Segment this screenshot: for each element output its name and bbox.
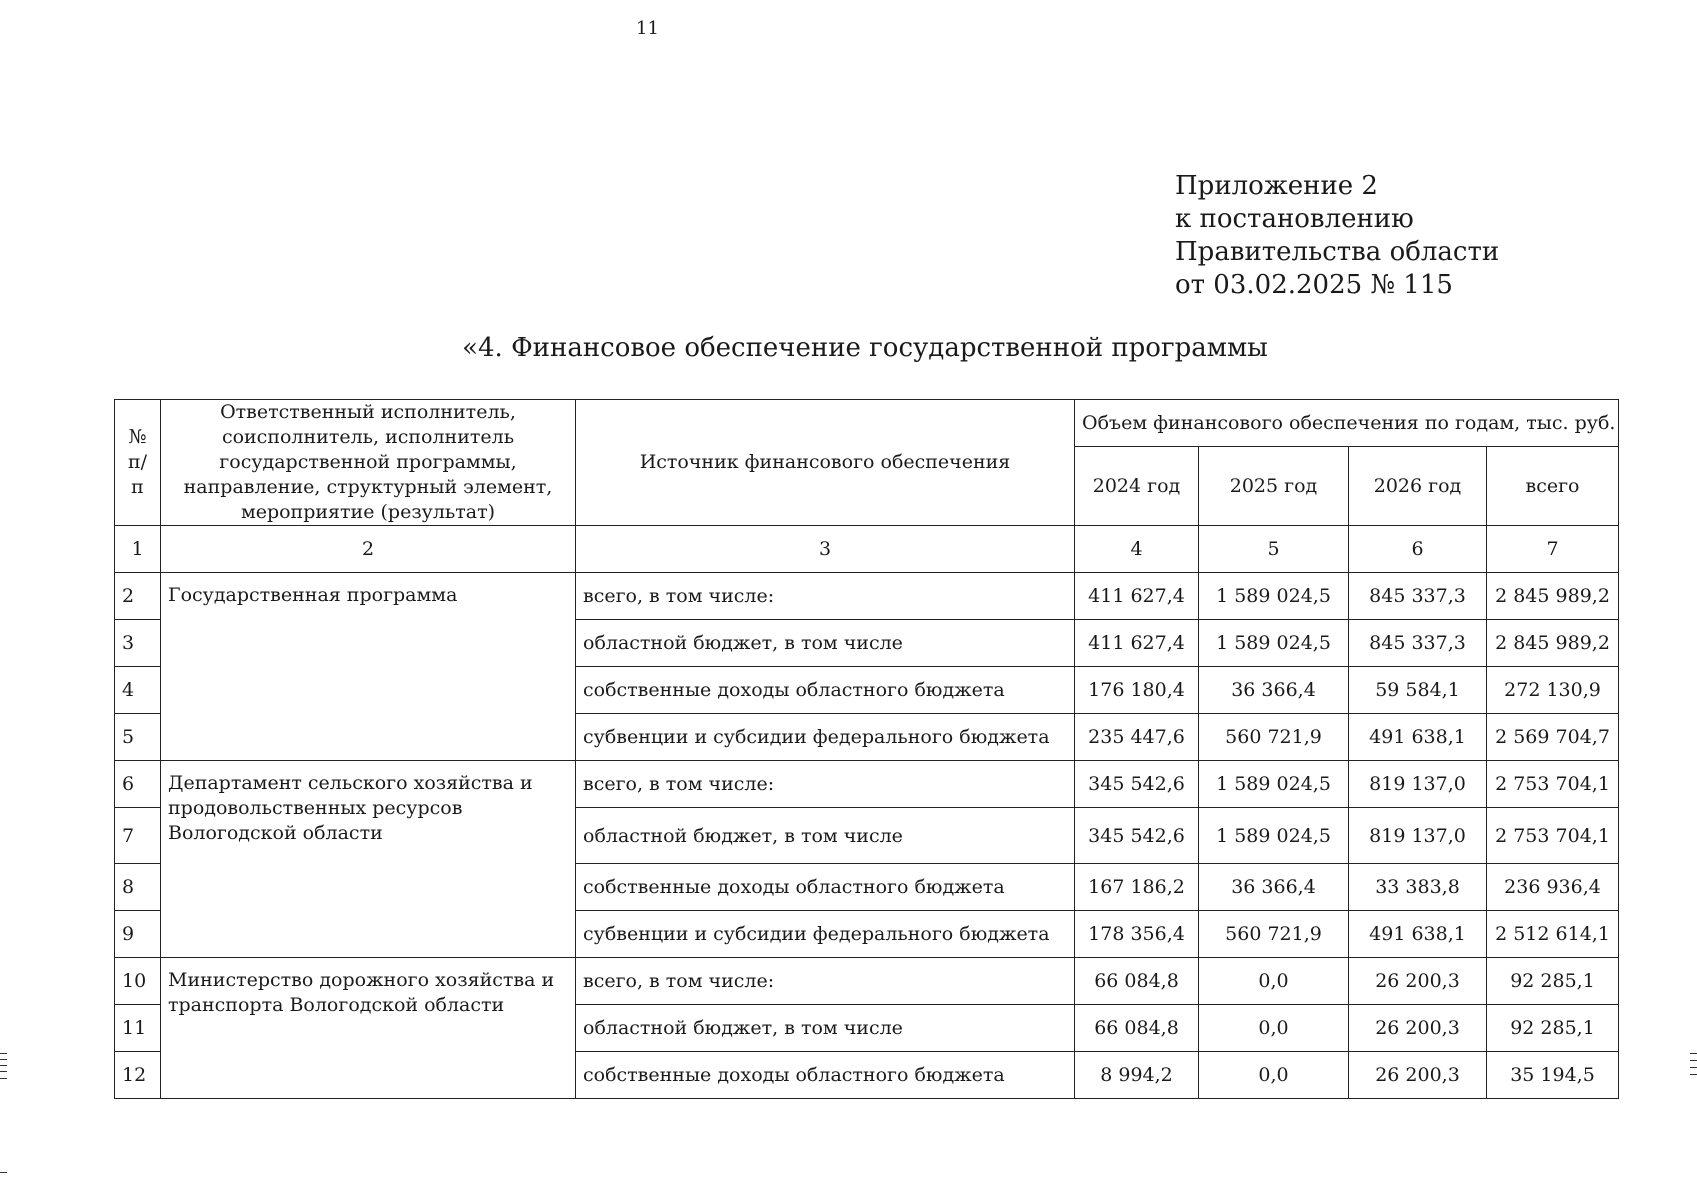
value-2025: 0,0 [1199,958,1349,1005]
funding-source: областной бюджет, в том числе [576,620,1075,667]
table-header [115,400,1619,573]
column-number: 2 [161,526,576,573]
header-responsible: Ответственный исполнитель, соисполнитель, исполнитель государственной программы, направление, структурный элемент, мероприятие (результат) [161,400,576,526]
header-num: № п/п [115,400,161,526]
funding-source: собственные доходы областного бюджета [576,1052,1075,1099]
value-2024: 235 447,6 [1075,714,1199,761]
responsible-name: Государственная программа [161,573,576,761]
column-number: 6 [1349,526,1487,573]
table-row [115,761,1619,808]
funding-source: собственные доходы областного бюджета [576,667,1075,714]
value-2024: 167 186,2 [1075,864,1199,911]
value-total: 272 130,9 [1487,667,1619,714]
scan-mark [0,1059,7,1060]
value-2024: 411 627,4 [1075,573,1199,620]
row-number: 9 [115,911,161,958]
column-number: 1 [115,526,161,573]
scan-mark [0,1053,7,1054]
value-total: 2 845 989,2 [1487,620,1619,667]
value-total: 2 753 704,1 [1487,761,1619,808]
value-total: 35 194,5 [1487,1052,1619,1099]
scan-mark [1690,1053,1697,1054]
scan-mark [0,1172,7,1173]
funding-source: субвенции и субсидии федерального бюджета [576,911,1075,958]
funding-source: субвенции и субсидии федерального бюджета [576,714,1075,761]
appendix-line: Правительства области [1175,237,1500,267]
value-2025: 36 366,4 [1199,864,1349,911]
page-number: 11 [636,18,659,39]
value-2025: 0,0 [1199,1052,1349,1099]
column-number-row [115,526,1619,573]
header-year-2026: 2026 год [1349,447,1487,526]
value-2025: 1 589 024,5 [1199,761,1349,808]
value-2024: 66 084,8 [1075,958,1199,1005]
document-title: «4. Финансовое обеспечение государственной программы [462,333,1268,363]
value-total: 2 753 704,1 [1487,808,1619,864]
value-total: 2 845 989,2 [1487,573,1619,620]
row-number: 6 [115,761,161,808]
funding-source: всего, в том числе: [576,573,1075,620]
column-number: 7 [1487,526,1619,573]
funding-source: всего, в том числе: [576,761,1075,808]
row-number: 5 [115,714,161,761]
appendix-line: от 03.02.2025 № 115 [1175,270,1453,300]
value-total: 92 285,1 [1487,1005,1619,1052]
table-row [115,573,1619,620]
value-2026: 26 200,3 [1349,1005,1487,1052]
appendix-block [1175,170,1499,302]
value-2026: 845 337,3 [1349,620,1487,667]
funding-source: областной бюджет, в том числе [576,808,1075,864]
value-2024: 66 084,8 [1075,1005,1199,1052]
value-2025: 1 589 024,5 [1199,808,1349,864]
value-2025: 0,0 [1199,1005,1349,1052]
funding-source: собственные доходы областного бюджета [576,864,1075,911]
scan-mark [1690,1060,1697,1061]
value-2026: 819 137,0 [1349,808,1487,864]
responsible-name: Министерство дорожного хозяйства и транспорта Вологодской области [161,958,576,1099]
row-number: 12 [115,1052,161,1099]
row-number: 11 [115,1005,161,1052]
value-2024: 178 356,4 [1075,911,1199,958]
value-2026: 491 638,1 [1349,911,1487,958]
value-2026: 59 584,1 [1349,667,1487,714]
financing-table [114,399,1619,1099]
column-number: 5 [1199,526,1349,573]
value-2025: 1 589 024,5 [1199,573,1349,620]
table-body [115,573,1619,1099]
row-number: 2 [115,573,161,620]
value-2025: 36 366,4 [1199,667,1349,714]
value-2025: 560 721,9 [1199,714,1349,761]
value-2024: 176 180,4 [1075,667,1199,714]
value-2026: 26 200,3 [1349,958,1487,1005]
value-2024: 345 542,6 [1075,761,1199,808]
row-number: 8 [115,864,161,911]
header-source: Источник финансового обеспечения [576,400,1075,526]
value-2024: 411 627,4 [1075,620,1199,667]
row-number: 3 [115,620,161,667]
scan-mark [1690,1067,1697,1068]
value-2026: 26 200,3 [1349,1052,1487,1099]
row-number: 7 [115,808,161,864]
value-total: 2 569 704,7 [1487,714,1619,761]
appendix-line: к постановлению [1175,204,1414,234]
value-2024: 8 994,2 [1075,1052,1199,1099]
value-total: 92 285,1 [1487,958,1619,1005]
scan-mark [0,1071,7,1072]
header-total: всего [1487,447,1619,526]
scan-mark [0,1078,7,1079]
row-number: 10 [115,958,161,1005]
value-2025: 560 721,9 [1199,911,1349,958]
scan-mark [1690,1074,1697,1075]
column-number: 4 [1075,526,1199,573]
value-2026: 845 337,3 [1349,573,1487,620]
value-2026: 819 137,0 [1349,761,1487,808]
value-2026: 491 638,1 [1349,714,1487,761]
table-row [115,958,1619,1005]
appendix-line: Приложение 2 [1175,171,1378,201]
value-2026: 33 383,8 [1349,864,1487,911]
funding-source: областной бюджет, в том числе [576,1005,1075,1052]
value-2024: 345 542,6 [1075,808,1199,864]
responsible-name: Департамент сельского хозяйства и продовольственных ресурсов Вологодской области [161,761,576,958]
column-number: 3 [576,526,1075,573]
header-year-2025: 2025 год [1199,447,1349,526]
scan-mark [0,1065,7,1066]
value-total: 2 512 614,1 [1487,911,1619,958]
value-total: 236 936,4 [1487,864,1619,911]
row-number: 4 [115,667,161,714]
header-volume: Объем финансового обеспечения по годам, тыс. руб. [1075,400,1619,447]
funding-source: всего, в том числе: [576,958,1075,1005]
value-2025: 1 589 024,5 [1199,620,1349,667]
header-year-2024: 2024 год [1075,447,1199,526]
